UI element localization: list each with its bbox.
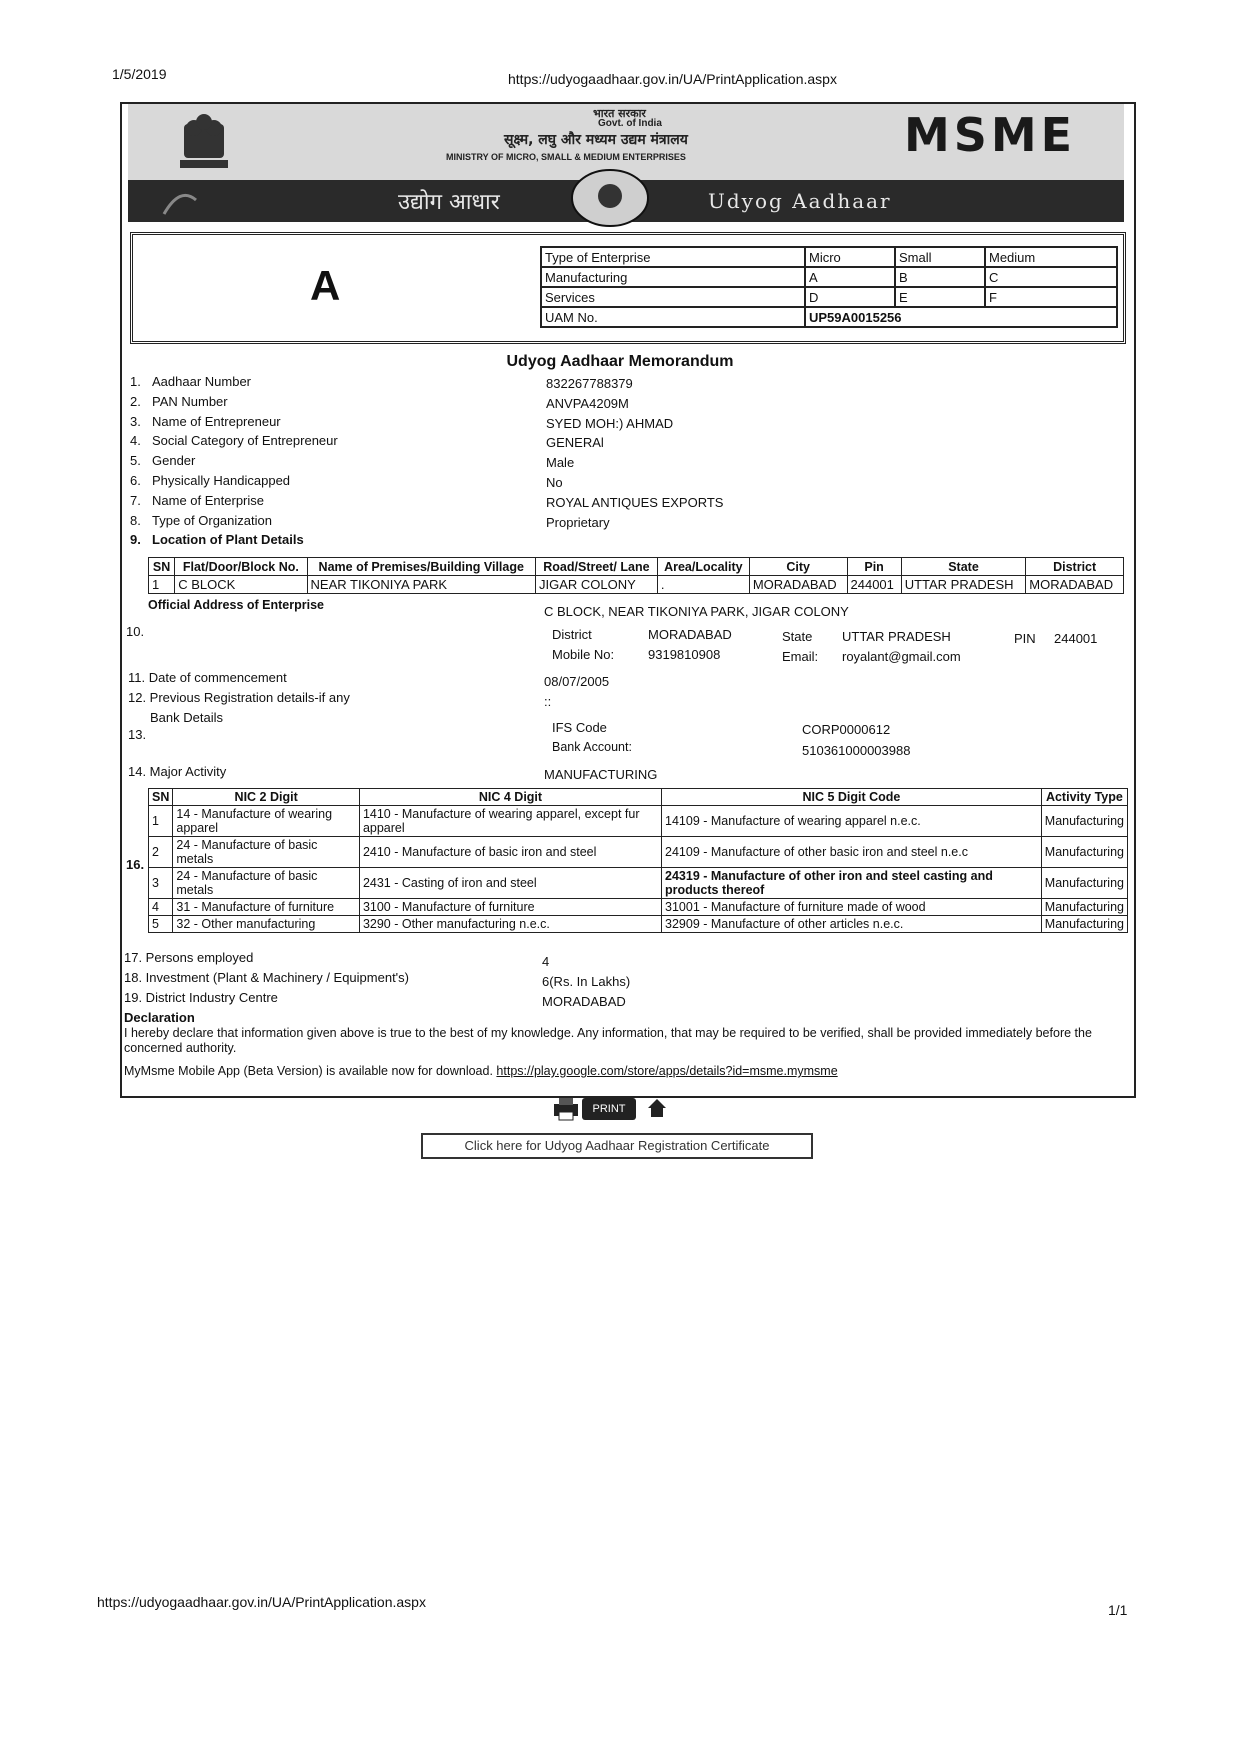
- table-cell: Services: [541, 287, 805, 307]
- persons-label: 17. Persons employed: [124, 950, 254, 965]
- table-cell: Manufacturing: [1041, 899, 1127, 916]
- certificate-button[interactable]: Click here for Udyog Aadhaar Registration Certificate: [421, 1133, 813, 1159]
- field-label: Physically Handicapped: [152, 472, 291, 488]
- table-row: [149, 806, 1128, 837]
- field-row: 3. Name of Entrepreneur: [130, 413, 281, 429]
- page-url: https://udyogaadhaar.gov.in/UA/PrintApplication.aspx: [508, 71, 837, 87]
- table-cell: 4: [149, 899, 173, 916]
- table-cell: E: [895, 287, 985, 307]
- field-row: 9. Location of Plant Details: [130, 532, 304, 548]
- declaration-text: I hereby declare that information given above is true to the best of my knowledge. Any information, that may be required to be verified, shall be provided immediately before the concerned authority.: [124, 1026, 1092, 1055]
- field-row: 6. Physically Handicapped: [130, 472, 291, 488]
- field-row: 1. Aadhaar Number: [130, 374, 251, 389]
- previous-reg-label: 12. Previous Registration details-if any: [128, 690, 350, 705]
- table-cell: Manufacturing: [1041, 806, 1127, 837]
- table-cell: 5: [149, 916, 173, 933]
- pin-label: PIN: [1014, 631, 1036, 646]
- table-row: [149, 837, 1128, 868]
- table-cell: 1: [149, 576, 175, 594]
- pin-value: 244001: [1054, 631, 1098, 646]
- table-row: [541, 287, 1117, 307]
- official-address-label: Official Address of Enterprise: [148, 598, 324, 612]
- table-cell: 24 - Manufacture of basic metals: [173, 837, 360, 868]
- table-cell: 3: [149, 868, 173, 899]
- table-cell: C BLOCK: [175, 576, 307, 594]
- column-header: Pin: [847, 558, 901, 576]
- emblem-icon: [174, 110, 234, 176]
- table-cell: 32909 - Manufacture of other articles n.e.c.: [662, 916, 1042, 933]
- table-row: [541, 247, 1117, 267]
- home-icon[interactable]: [646, 1096, 668, 1120]
- state-label: State: [782, 629, 813, 644]
- enterprise-type-table: [540, 246, 1118, 328]
- print-date: 1/5/2019: [112, 66, 167, 82]
- table-row: [541, 307, 1117, 327]
- enterprise-name: ROYAL ANTIQUES EXPORTS: [546, 494, 724, 510]
- uam-label: UAM No.: [541, 307, 805, 327]
- app-notice: [124, 1064, 838, 1078]
- major-activity-value: MANUFACTURING: [544, 767, 658, 782]
- table-cell: 24319 - Manufacture of other iron and steel casting and products thereof: [662, 868, 1042, 899]
- uam-number: UP59A0015256: [805, 307, 1117, 327]
- ministry-name: MINISTRY OF MICRO, SMALL & MEDIUM ENTERPRISES: [446, 152, 686, 162]
- field-label: Gender: [152, 453, 196, 469]
- table-cell: NEAR TIKONIYA PARK: [307, 576, 535, 594]
- app-notice-text: MyMsme Mobile App (Beta Version) is available now for download.: [124, 1064, 493, 1078]
- table-cell: JIGAR COLONY: [535, 576, 657, 594]
- pan-number: ANVPA4209M: [546, 395, 629, 411]
- email-label: Email:: [782, 649, 819, 664]
- column-header: Name of Premises/Building Village: [307, 558, 535, 576]
- field-label: Type of Organization: [152, 512, 272, 528]
- page-number: 1/1: [1108, 1602, 1128, 1618]
- field-label: Name of Entrepreneur: [152, 413, 281, 429]
- table-cell: C: [985, 267, 1117, 287]
- table-cell: .: [657, 576, 749, 594]
- table-cell: D: [805, 287, 895, 307]
- table-cell: Manufacturing: [541, 267, 805, 287]
- field-label: Social Category of Entrepreneur: [152, 433, 338, 449]
- item-number: 13.: [128, 727, 147, 742]
- column-header: City: [749, 558, 847, 576]
- major-activity-label: 14. Major Activity: [128, 764, 227, 779]
- field-label: Aadhaar Number: [152, 374, 251, 389]
- column-header: NIC 4 Digit: [359, 789, 661, 806]
- field-row: 7. Name of Enterprise: [130, 492, 264, 508]
- account-label: Bank Account:: [552, 740, 632, 754]
- table-cell: A: [805, 267, 895, 287]
- govt-hindi: भारत सरकार: [593, 107, 646, 120]
- column-header: SN: [149, 789, 173, 806]
- ministry-hindi: सूक्ष्म, लघु और मध्यम उद्यम मंत्रालय: [504, 132, 688, 148]
- page-title: Udyog Aadhaar Memorandum: [506, 353, 734, 370]
- dic-label: 19. District Industry Centre: [124, 990, 278, 1005]
- brand-hindi: उद्योग आधार: [398, 190, 500, 215]
- category-letter: A: [310, 262, 341, 309]
- table-cell: 14 - Manufacture of wearing apparel: [173, 806, 360, 837]
- entrepreneur-name: SYED MOH:) AHMAD: [546, 415, 674, 431]
- commencement-value: 08/07/2005: [544, 674, 610, 689]
- table-cell: 244001: [847, 576, 901, 594]
- printer-icon[interactable]: [552, 1096, 580, 1122]
- brand-band: [128, 180, 1124, 222]
- column-header: Activity Type: [1041, 789, 1127, 806]
- official-address: C BLOCK, NEAR TIKONIYA PARK, JIGAR COLONY: [544, 604, 849, 619]
- table-row: [149, 916, 1128, 933]
- column-header: Flat/Door/Block No.: [175, 558, 307, 576]
- swirl-icon: [160, 184, 200, 218]
- table-row: [149, 899, 1128, 916]
- msme-logo: MSME: [904, 108, 1077, 162]
- table-cell: 31001 - Manufacture of furniture made of wood: [662, 899, 1042, 916]
- state-value: UTTAR PRADESH: [842, 629, 951, 644]
- ifs-value: CORP0000612: [802, 722, 891, 737]
- table-cell: Medium: [985, 247, 1117, 267]
- table-cell: 3100 - Manufacture of furniture: [359, 899, 661, 916]
- table-row: [149, 868, 1128, 899]
- table-cell: MORADABAD: [1026, 576, 1124, 594]
- district-label: District: [552, 627, 592, 642]
- persons-value: 4: [542, 954, 550, 969]
- field-values: [546, 374, 723, 532]
- table-cell: 32 - Other manufacturing: [173, 916, 360, 933]
- mobile-label: Mobile No:: [552, 647, 615, 662]
- table-cell: 24109 - Manufacture of other basic iron and steel n.e.c: [662, 837, 1042, 868]
- brand-latin: Udyog Aadhaar: [708, 189, 892, 213]
- field-label: Location of Plant Details: [152, 532, 304, 548]
- column-header: SN: [149, 558, 175, 576]
- declaration-title: Declaration: [124, 1010, 195, 1025]
- app-download-link[interactable]: https://play.google.com/store/apps/details?id=msme.mymsme: [496, 1064, 838, 1078]
- organization-type: Proprietary: [546, 514, 610, 530]
- field-row: 4. Social Category of Entrepreneur: [130, 433, 338, 449]
- district-value: MORADABAD: [648, 627, 732, 642]
- column-header: NIC 5 Digit Code: [662, 789, 1042, 806]
- activity-table: [148, 788, 1128, 933]
- column-header: Area/Locality: [657, 558, 749, 576]
- email-value: royalant@gmail.com: [842, 649, 961, 664]
- table-cell: F: [985, 287, 1117, 307]
- table-cell: UTTAR PRADESH: [901, 576, 1026, 594]
- field-labels: [130, 372, 338, 550]
- table-cell: 24 - Manufacture of basic metals: [173, 868, 360, 899]
- mobile-value: 9319810908: [648, 647, 721, 662]
- table-cell: B: [895, 267, 985, 287]
- table-cell: 31 - Manufacture of furniture: [173, 899, 360, 916]
- table-row: [149, 576, 1124, 594]
- msme-seal-icon: [568, 166, 652, 230]
- plant-location-table: [148, 557, 1124, 594]
- table-cell: MORADABAD: [749, 576, 847, 594]
- table-cell: 14109 - Manufacture of wearing apparel n.e.c.: [662, 806, 1042, 837]
- field-label: PAN Number: [152, 393, 228, 409]
- table-cell: 3290 - Other manufacturing n.e.c.: [359, 916, 661, 933]
- table-cell: 1: [149, 806, 173, 837]
- column-header: State: [901, 558, 1026, 576]
- table-cell: Small: [895, 247, 985, 267]
- commencement-label: 11. Date of commencement: [128, 670, 287, 685]
- field-row: 8. Type of Organization: [130, 512, 272, 528]
- investment-label: 18. Investment (Plant & Machinery / Equipment's): [124, 970, 409, 985]
- item-number: 16.: [126, 857, 145, 872]
- table-header-row: [149, 789, 1128, 806]
- table-cell: 2431 - Casting of iron and steel: [359, 868, 661, 899]
- table-cell: Type of Enterprise: [541, 247, 805, 267]
- table-cell: Manufacturing: [1041, 916, 1127, 933]
- field-label: Name of Enterprise: [152, 492, 264, 508]
- bank-details-label: Bank Details: [150, 710, 223, 725]
- page-url-footer: https://udyogaadhaar.gov.in/UA/PrintApplication.aspx: [97, 1594, 426, 1610]
- handicapped: No: [546, 474, 563, 490]
- account-value: 510361000003988: [802, 743, 911, 758]
- govt-label: Govt. of India: [598, 118, 662, 129]
- aadhaar-number: 832267788379: [546, 376, 633, 391]
- field-row: 2. PAN Number: [130, 393, 228, 409]
- item-number: 10.: [126, 624, 145, 639]
- table-cell: 2: [149, 837, 173, 868]
- ifs-label: IFS Code: [552, 720, 607, 735]
- previous-reg-value: ::: [544, 694, 552, 709]
- table-cell: 1410 - Manufacture of wearing apparel, except fur apparel: [359, 806, 661, 837]
- column-header: NIC 2 Digit: [173, 789, 360, 806]
- print-button[interactable]: PRINT: [582, 1098, 636, 1120]
- table-row: [541, 267, 1117, 287]
- table-cell: Manufacturing: [1041, 837, 1127, 868]
- social-category: GENERAl: [546, 435, 604, 451]
- table-cell: 2410 - Manufacture of basic iron and steel: [359, 837, 661, 868]
- column-header: District: [1026, 558, 1124, 576]
- table-cell: Micro: [805, 247, 895, 267]
- investment-value: 6(Rs. In Lakhs): [542, 974, 631, 989]
- table-cell: Manufacturing: [1041, 868, 1127, 899]
- table-header-row: [149, 558, 1124, 576]
- field-row: 5. Gender: [130, 453, 196, 469]
- dic-value: MORADABAD: [542, 994, 626, 1009]
- column-header: Road/Street/ Lane: [535, 558, 657, 576]
- gender: Male: [546, 455, 575, 471]
